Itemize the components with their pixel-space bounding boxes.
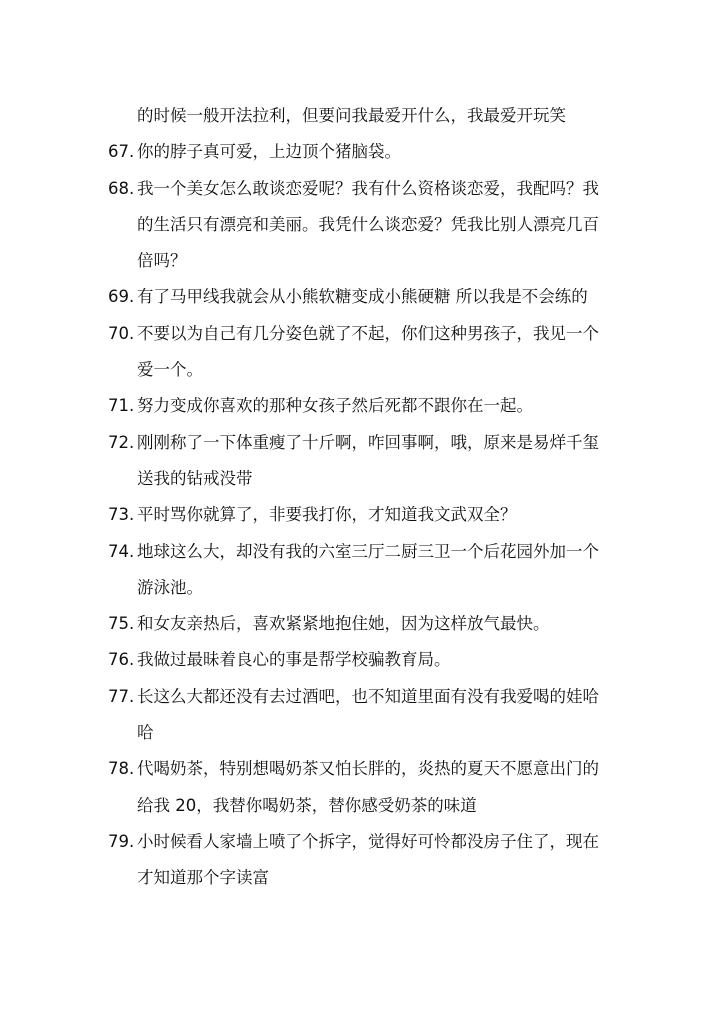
text-line [0, 715, 724, 751]
line-text: 长这么大都还没有去过酒吧，也不知道里面有没有我爱喝的娃哈 [137, 686, 599, 706]
line-text: 有了马甲线我就会从小熊软糖变成小熊硬糖 所以我是不会练的 [137, 287, 588, 307]
line-text: 不要以为自己有几分姿色就了不起，你们这种男孩子，我见一个 [137, 323, 599, 343]
text-line [0, 279, 724, 315]
item-number: 75. [108, 614, 135, 634]
text-line [0, 570, 724, 606]
text-line [0, 352, 724, 388]
text-line [0, 388, 724, 424]
text-line [0, 679, 724, 715]
text-line [0, 207, 724, 243]
line-text: 你的脖子真可爱，上边顶个猪脑袋。 [137, 142, 401, 162]
line-text: 平时骂你就算了，非要我打你，才知道我文武双全？ [137, 505, 517, 525]
item-number: 68. [108, 178, 135, 198]
line-text: 小时候看人家墙上喷了个拆字，觉得好可怜都没房子住了，现在 [137, 831, 599, 851]
line-text: 倍吗？ [137, 251, 187, 271]
line-text: 哈 [137, 723, 154, 743]
line-text: 游泳池。 [137, 577, 203, 597]
line-text: 代喝奶茶，特别想喝奶茶又怕长胖的，炎热的夏天不愿意出门的 [137, 759, 599, 779]
text-line [0, 860, 724, 896]
item-number: 73. [108, 505, 135, 525]
text-line [0, 788, 724, 824]
line-text: 才知道那个字读富 [137, 868, 269, 888]
text-line [0, 642, 724, 678]
line-text: 的时候一般开法拉利，但要问我最爱开什么，我最爱开玩笑 [137, 106, 566, 125]
document-body [0, 98, 724, 897]
line-text: 我一个美女怎么敢谈恋爱呢？我有什么资格谈恋爱，我配吗？我 [137, 178, 599, 198]
item-number: 67. [108, 142, 135, 162]
line-text: 送我的钻戒没带 [137, 468, 253, 488]
text-line [0, 134, 724, 170]
text-line [0, 425, 724, 461]
text-line [0, 824, 724, 860]
text-line [0, 171, 724, 207]
item-number: 79. [108, 831, 135, 851]
text-line [0, 606, 724, 642]
item-number: 69. [108, 287, 135, 307]
item-number: 70. [108, 323, 135, 343]
text-line [0, 497, 724, 533]
text-line [0, 98, 724, 134]
line-text: 我做过最昧着良心的事是帮学校骗教育局。 [137, 650, 451, 670]
item-number: 76. [108, 650, 135, 670]
line-text: 爱一个。 [137, 360, 203, 380]
item-number: 78. [108, 759, 135, 779]
line-text: 给我 20，我替你喝奶茶，替你感受奶茶的味道 [137, 795, 477, 815]
item-number: 72. [108, 432, 135, 452]
text-line [0, 461, 724, 497]
text-line [0, 243, 724, 279]
line-text: 的生活只有漂亮和美丽。我凭什么谈恋爱？凭我比别人漂亮几百 [137, 214, 599, 234]
line-text: 努力变成你喜欢的那种女孩子然后死都不跟你在一起。 [137, 396, 533, 416]
text-line [0, 534, 724, 570]
line-text: 和女友亲热后，喜欢紧紧地抱住她，因为这样放气最快。 [137, 614, 550, 634]
item-number: 77. [108, 686, 135, 706]
line-text: 刚刚称了一下体重瘦了十斤啊，咋回事啊，哦，原来是易烊千玺 [137, 432, 599, 452]
item-number: 74. [108, 541, 135, 561]
line-text: 地球这么大，却没有我的六室三厅二厨三卫一个后花园外加一个 [137, 541, 599, 561]
item-number: 71. [108, 396, 135, 416]
text-line [0, 316, 724, 352]
text-line [0, 751, 724, 787]
